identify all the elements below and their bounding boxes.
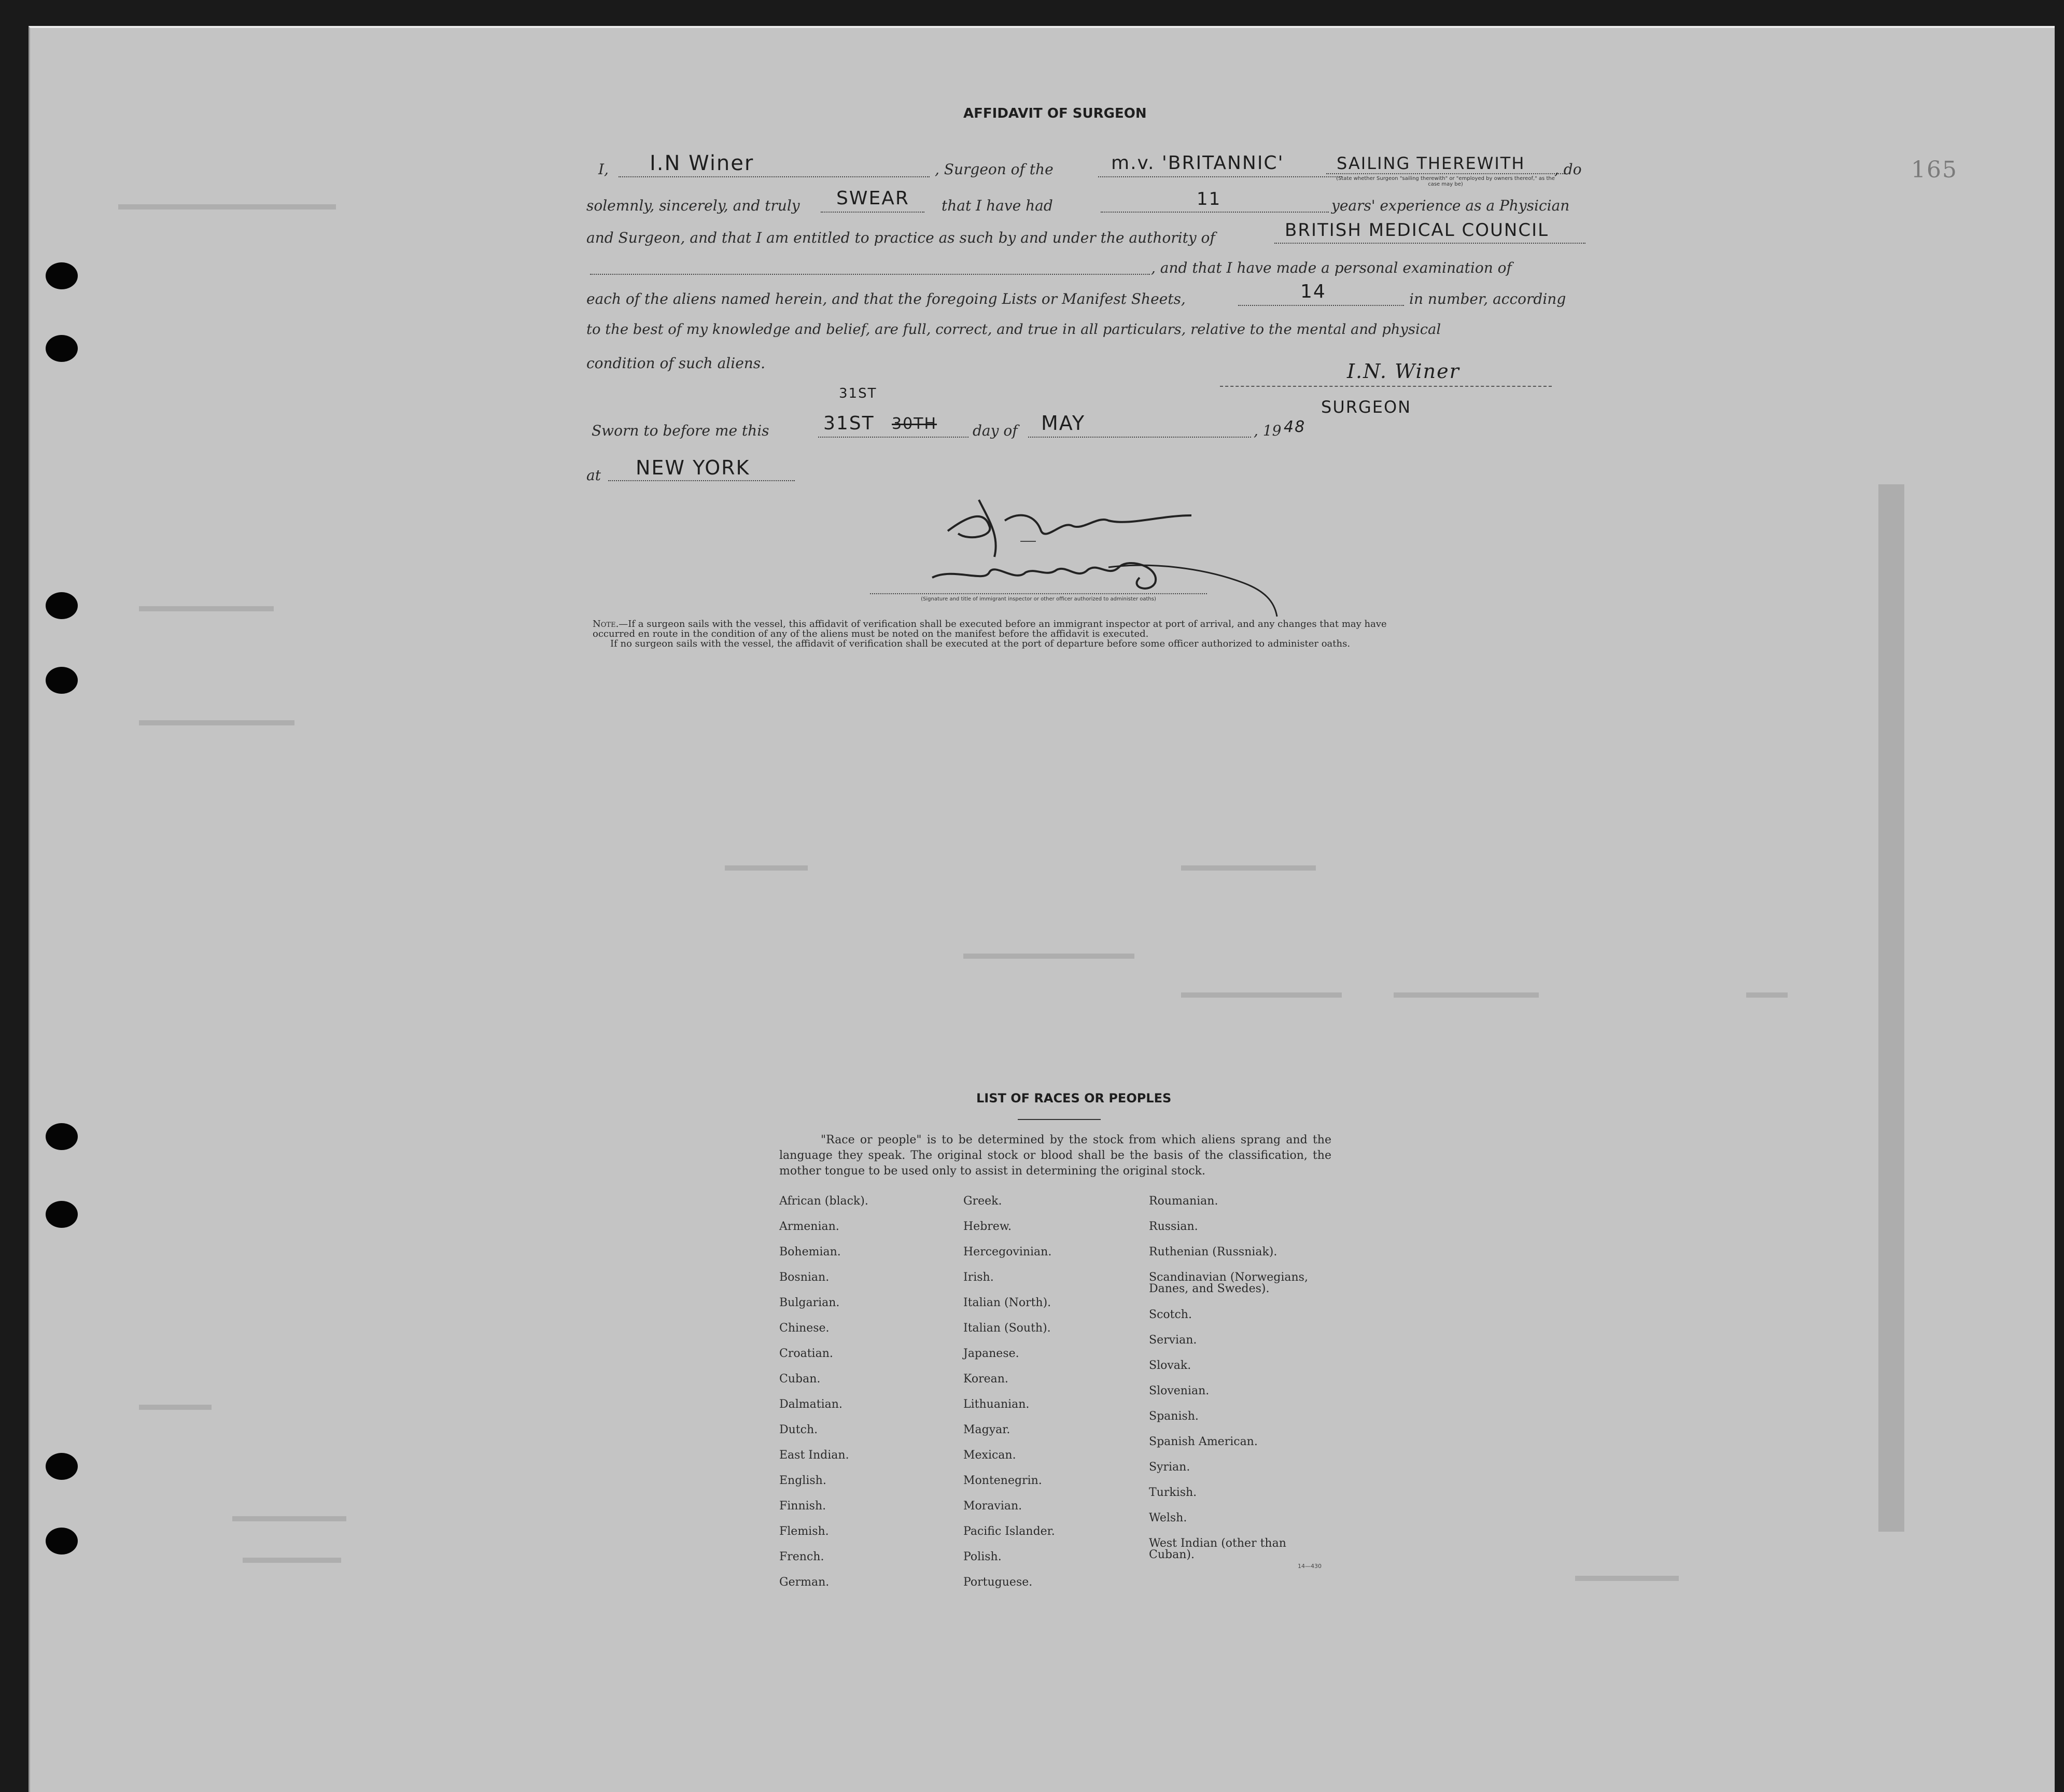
- page-number: 165: [1911, 157, 1958, 183]
- race-item: Armenian.: [779, 1220, 839, 1233]
- race-item: Lithuanian.: [963, 1398, 1030, 1411]
- race-item: Japanese.: [963, 1347, 1019, 1360]
- surgeon-name: I.N Winer: [650, 151, 754, 175]
- sworn-year: 48: [1284, 418, 1306, 436]
- affidavit-line7: condition of such aliens.: [586, 355, 766, 372]
- note-label: Note.: [593, 619, 619, 629]
- race-item: Italian (North).: [963, 1296, 1051, 1309]
- years-field-line: [1101, 212, 1329, 213]
- race-item: Hercegovinian.: [963, 1245, 1052, 1258]
- vessel-field-line: [1098, 176, 1342, 177]
- bleed-through-mark: [232, 1516, 346, 1521]
- binder-hole: [46, 262, 78, 289]
- race-item: Roumanian.: [1149, 1195, 1218, 1208]
- place-prefix: at: [586, 467, 601, 484]
- race-item: Irish.: [963, 1271, 994, 1284]
- race-item: Flemish.: [779, 1525, 829, 1538]
- race-item: Portuguese.: [963, 1576, 1033, 1589]
- bleed-through-mark: [1181, 992, 1342, 998]
- sworn-year-prefix: , 19: [1254, 422, 1282, 439]
- race-item: West Indian (other than Cuban).: [1149, 1537, 1286, 1561]
- race-item: Slovak.: [1149, 1359, 1191, 1372]
- surgeon-signature-title: SURGEON: [1321, 397, 1412, 417]
- sworn-day-correction: 31ST: [839, 386, 877, 401]
- surgeon-name-field-line: [619, 176, 930, 177]
- note-line-1: —If a surgeon sails with the vessel, this affidavit of verification shall be executed before an immigrant inspector at port of arrival, and any changes that may have: [619, 619, 1387, 629]
- note-line-3: If no surgeon sails with the vessel, the affidavit of verification shall be executed at the port of departure before some officer authorized to administer oaths.: [610, 638, 1351, 649]
- sworn-prefix: Sworn to before me this: [592, 422, 769, 439]
- sworn-day-struck: 30TH: [892, 415, 937, 433]
- surgeon-status: SAILING THEREWITH: [1337, 153, 1525, 173]
- place-field-line: [608, 480, 795, 481]
- affidavit-surgeon-of: , Surgeon of the: [935, 161, 1054, 178]
- years-experience: 11: [1197, 189, 1221, 209]
- race-item: East Indian.: [779, 1449, 849, 1462]
- race-item: Magyar.: [963, 1423, 1010, 1436]
- bleed-through-mark: [243, 1558, 341, 1563]
- affidavit-line6: to the best of my knowledge and belief, are full, correct, and true in all particulars, relative to the mental and physical: [586, 321, 1441, 338]
- authority-name: BRITISH MEDICAL COUNCIL: [1285, 220, 1549, 241]
- race-item: Hebrew.: [963, 1220, 1012, 1233]
- race-item: Spanish American.: [1149, 1435, 1258, 1448]
- race-item: Slovenian.: [1149, 1384, 1210, 1397]
- affidavit-line4: , and that I have made a personal examination of: [1151, 259, 1512, 276]
- race-item: English.: [779, 1474, 826, 1487]
- races-intro: "Race or people" is to be determined by the stock from which aliens sprang and the language they speak. The original stock or blood shall be the basis of the classification, the mother tongue to be used only to assist in determining the original stock.: [779, 1133, 1331, 1178]
- race-item: Syrian.: [1149, 1461, 1190, 1474]
- sworn-day-word: day of: [973, 422, 1018, 439]
- bleed-through-mark: [1575, 1576, 1679, 1581]
- binder-hole: [46, 592, 78, 619]
- affidavit-note: [593, 619, 1387, 649]
- bleed-through-mark: [963, 954, 1134, 959]
- place-city: NEW YORK: [636, 456, 750, 479]
- race-item: Croatian.: [779, 1347, 833, 1360]
- binder-hole: [46, 1201, 78, 1228]
- binder-hole: [46, 667, 78, 694]
- note-line-2: occurred en route in the condition of any of the aliens must be noted on the manifest before the affidavit is executed.: [593, 628, 1149, 639]
- race-item: Ruthenian (Russniak).: [1149, 1245, 1277, 1258]
- surgeon-signature: I.N. Winer: [1347, 360, 1460, 383]
- authority-continuation-line: [590, 274, 1150, 275]
- races-title-rule: [1018, 1119, 1101, 1120]
- surgeon-status-note: (State whether Surgeon "sailing therewith" or "employed by owners thereof," as the case may be): [1336, 176, 1555, 187]
- officer-signature-line: [870, 593, 1207, 594]
- race-item: German.: [779, 1576, 830, 1589]
- bleed-through-mark: [1181, 865, 1316, 871]
- race-item: Moravian.: [963, 1500, 1022, 1513]
- races-column-1: [779, 1196, 868, 1602]
- affidavit-line5-prefix: each of the aliens named herein, and that the foregoing Lists or Manifest Sheets,: [586, 290, 1186, 307]
- race-item: Bohemian.: [779, 1245, 841, 1258]
- bleed-through-mark: [1394, 992, 1539, 998]
- race-item: Cuban.: [779, 1373, 821, 1385]
- race-item: African (black).: [779, 1195, 868, 1208]
- affidavit-title: AFFIDAVIT OF SURGEON: [963, 106, 1147, 121]
- races-title: LIST OF RACES OR PEOPLES: [976, 1091, 1172, 1105]
- race-item: Mexican.: [963, 1449, 1016, 1462]
- race-item: Spanish.: [1149, 1410, 1199, 1423]
- sheet-count-field-line: [1238, 305, 1404, 306]
- sworn-month: MAY: [1041, 412, 1086, 435]
- oath-word: SWEAR: [836, 188, 909, 209]
- affidavit-line1-prefix: I,: [598, 161, 609, 178]
- sworn-month-field-line: [1028, 437, 1251, 438]
- race-item: French.: [779, 1550, 824, 1563]
- bleed-through-mark: [139, 720, 294, 725]
- bleed-through-mark: [118, 204, 336, 209]
- race-item: Korean.: [963, 1373, 1008, 1385]
- race-item: Pacific Islander.: [963, 1525, 1055, 1538]
- vessel-name: m.v. 'BRITANNIC': [1111, 152, 1284, 174]
- manifest-sheet-count: 14: [1300, 281, 1326, 302]
- race-item: Polish.: [963, 1550, 1002, 1563]
- races-column-3: [1149, 1196, 1336, 1575]
- race-item: Dalmatian.: [779, 1398, 843, 1411]
- race-item: Bosnian.: [779, 1271, 830, 1284]
- oath-field-line: [821, 212, 924, 213]
- races-column-2: [963, 1196, 1055, 1602]
- race-item: Dutch.: [779, 1423, 818, 1436]
- binder-hole: [46, 1453, 78, 1480]
- document-page: [29, 26, 2055, 1792]
- bleed-through-mark: [139, 1405, 212, 1410]
- race-item: Montenegrin.: [963, 1474, 1042, 1487]
- officer-signature-caption: (Signature and title of immigrant inspector or other officer authorized to administer oaths): [921, 596, 1156, 602]
- affidavit-line5-suffix: in number, according: [1409, 290, 1566, 307]
- affidavit-line3-prefix: and Surgeon, and that I am entitled to practice as such by and under the authority of: [586, 229, 1215, 246]
- race-item: Bulgarian.: [779, 1296, 840, 1309]
- race-item: Russian.: [1149, 1220, 1198, 1233]
- race-item: Scandinavian (Norwegians, Danes, and Swedes).: [1149, 1271, 1308, 1295]
- affidavit-line2-middle: that I have had: [942, 197, 1053, 214]
- bleed-through-mark: [139, 606, 274, 611]
- authority-field-line: [1274, 243, 1585, 244]
- form-number: 14—430: [1298, 1563, 1322, 1570]
- sworn-day: 31ST: [823, 413, 875, 434]
- bleed-through-mark: [725, 865, 808, 871]
- race-item: Welsh.: [1149, 1511, 1187, 1524]
- race-item: Servian.: [1149, 1334, 1197, 1347]
- race-item: Italian (South).: [963, 1322, 1051, 1335]
- affidavit-line1-suffix: , do: [1554, 161, 1582, 178]
- binder-hole: [46, 1528, 78, 1555]
- race-item: Turkish.: [1149, 1486, 1197, 1499]
- race-item: Chinese.: [779, 1322, 830, 1335]
- sworn-day-field-line: [818, 437, 968, 438]
- affidavit-line2-suffix: years' experience as a Physician: [1331, 197, 1570, 214]
- signature-line: [1220, 386, 1552, 387]
- binder-hole: [46, 1123, 78, 1150]
- race-item: Greek.: [963, 1195, 1002, 1208]
- race-item: Finnish.: [779, 1500, 826, 1513]
- affidavit-line2-prefix: solemnly, sincerely, and truly: [586, 197, 800, 214]
- surgeon-status-field-line: [1326, 173, 1565, 174]
- officer-signature: [911, 479, 1305, 624]
- binder-hole: [46, 335, 78, 362]
- race-item: Scotch.: [1149, 1308, 1192, 1321]
- bleed-through-mark: [1746, 992, 1788, 998]
- edge-marks: [1878, 484, 1904, 1532]
